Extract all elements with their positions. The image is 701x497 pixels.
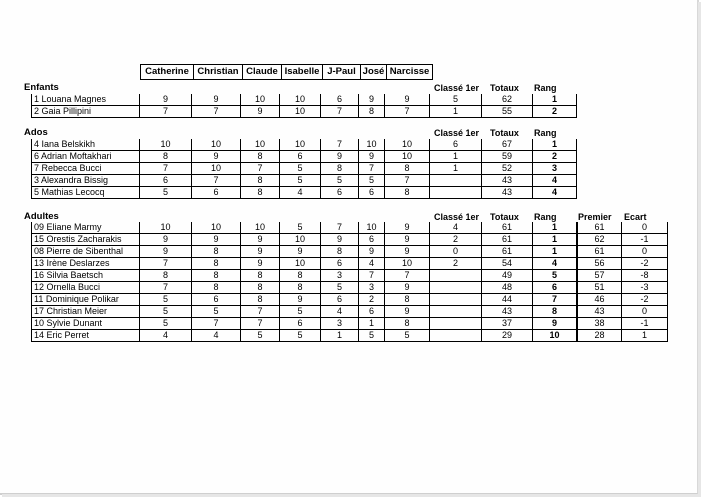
table-row <box>578 258 668 270</box>
score-cell: 8 <box>385 163 430 175</box>
score-cell: 7 <box>140 258 192 270</box>
score-cell: 8 <box>192 258 241 270</box>
score-cell: 9 <box>241 234 280 246</box>
score-cell: 9 <box>359 246 385 258</box>
contestant-name: 12 Ornella Bucci <box>32 282 140 294</box>
score-cell: 5 <box>321 282 359 294</box>
rang-cell: 5 <box>533 270 577 282</box>
score-cell: 5 <box>280 330 321 342</box>
score-cell: 5 <box>140 187 192 199</box>
rang-cell: 2 <box>533 151 577 163</box>
total-cell: 29 <box>482 330 533 342</box>
classe-cell: 5 <box>430 94 482 106</box>
premier-cell: 61 <box>578 222 622 234</box>
score-cell: 9 <box>321 151 359 163</box>
contestant-name: 6 Adrian Moftakhari <box>32 151 140 163</box>
score-cell: 5 <box>140 318 192 330</box>
score-cell: 9 <box>192 94 241 106</box>
judges-header <box>140 64 433 80</box>
score-cell: 10 <box>280 106 321 118</box>
score-cell: 7 <box>321 106 359 118</box>
score-cell: 9 <box>241 258 280 270</box>
score-cell: 7 <box>359 163 385 175</box>
score-cell: 8 <box>192 246 241 258</box>
table-row <box>578 246 668 258</box>
contestant-name: 16 Silvia Baetsch <box>32 270 140 282</box>
rang-cell: 1 <box>533 246 577 258</box>
score-cell: 6 <box>321 187 359 199</box>
score-cell: 6 <box>140 175 192 187</box>
col-header-rang: Rang <box>534 212 557 222</box>
score-cell: 10 <box>192 222 241 234</box>
score-cell: 9 <box>385 222 430 234</box>
score-cell: 9 <box>280 246 321 258</box>
score-cell: 5 <box>280 175 321 187</box>
score-cell: 8 <box>385 318 430 330</box>
score-cell: 7 <box>140 106 192 118</box>
col-header-rang: Rang <box>534 83 557 93</box>
score-cell: 10 <box>385 139 430 151</box>
score-cell: 5 <box>280 222 321 234</box>
classe-cell <box>430 318 482 330</box>
score-cell: 10 <box>385 151 430 163</box>
score-cell: 7 <box>241 163 280 175</box>
score-cell: 6 <box>280 151 321 163</box>
score-cell: 9 <box>140 94 192 106</box>
ecart-cell: -1 <box>622 234 668 246</box>
score-cell: 8 <box>140 151 192 163</box>
score-cell: 8 <box>241 175 280 187</box>
score-cell: 6 <box>359 187 385 199</box>
table-row <box>32 151 577 163</box>
classe-cell: 2 <box>430 234 482 246</box>
table-row <box>32 175 577 187</box>
score-cell: 3 <box>321 318 359 330</box>
table-row <box>32 318 577 330</box>
col-header-rang: Rang <box>534 128 557 138</box>
total-cell: 52 <box>482 163 533 175</box>
contestant-name: 09 Eliane Marmy <box>32 222 140 234</box>
classe-cell: 1 <box>430 163 482 175</box>
score-cell: 8 <box>192 270 241 282</box>
classe-cell <box>430 306 482 318</box>
score-cell: 10 <box>280 234 321 246</box>
section-title-ados: Ados <box>24 127 48 138</box>
score-cell: 6 <box>192 187 241 199</box>
total-cell: 61 <box>482 222 533 234</box>
classe-cell <box>430 294 482 306</box>
contestant-name: 3 Alexandra Bissig <box>32 175 140 187</box>
score-cell: 2 <box>359 294 385 306</box>
score-cell: 6 <box>321 258 359 270</box>
score-cell: 8 <box>192 282 241 294</box>
total-cell: 48 <box>482 282 533 294</box>
premier-cell: 51 <box>578 282 622 294</box>
ecart-cell: -1 <box>622 318 668 330</box>
adultes-table <box>31 222 577 342</box>
total-cell: 49 <box>482 270 533 282</box>
score-cell: 7 <box>385 270 430 282</box>
table-row <box>32 330 577 342</box>
ecart-cell: -2 <box>622 258 668 270</box>
premier-cell: 28 <box>578 330 622 342</box>
score-cell: 10 <box>192 139 241 151</box>
ecart-cell: -8 <box>622 270 668 282</box>
ecart-cell: -2 <box>622 294 668 306</box>
ecart-cell: 0 <box>622 306 668 318</box>
ecart-cell: 0 <box>622 222 668 234</box>
col-header-ecart: Ecart <box>624 212 647 222</box>
table-row <box>32 270 577 282</box>
rang-cell: 1 <box>533 139 577 151</box>
score-cell: 8 <box>321 163 359 175</box>
col-header-classe: Classé 1er <box>434 128 480 138</box>
contestant-name: 7 Rebecca Bucci <box>32 163 140 175</box>
score-cell: 7 <box>192 106 241 118</box>
table-row <box>32 94 577 106</box>
score-cell: 8 <box>321 246 359 258</box>
score-cell: 10 <box>385 258 430 270</box>
classe-cell <box>430 187 482 199</box>
table-row <box>578 294 668 306</box>
score-cell: 10 <box>140 139 192 151</box>
score-cell: 4 <box>359 258 385 270</box>
score-cell: 9 <box>385 306 430 318</box>
table-row <box>578 330 668 342</box>
score-cell: 5 <box>280 306 321 318</box>
score-cell: 3 <box>359 282 385 294</box>
premier-cell: 56 <box>578 258 622 270</box>
score-cell: 10 <box>359 222 385 234</box>
score-cell: 9 <box>140 234 192 246</box>
contestant-name: 13 Irène Deslarzes <box>32 258 140 270</box>
score-cell: 6 <box>359 234 385 246</box>
rang-cell: 3 <box>533 163 577 175</box>
judge-header-cell: Christian <box>194 65 243 79</box>
enfants-table <box>31 94 577 118</box>
contestant-name: 15 Orestis Zacharakis <box>32 234 140 246</box>
score-cell: 7 <box>241 318 280 330</box>
total-cell: 37 <box>482 318 533 330</box>
score-cell: 7 <box>385 175 430 187</box>
ecart-cell: 0 <box>622 246 668 258</box>
premier-cell: 38 <box>578 318 622 330</box>
judge-header-cell: J-Paul <box>323 65 361 79</box>
total-cell: 67 <box>482 139 533 151</box>
score-cell: 9 <box>140 246 192 258</box>
score-cell: 10 <box>241 139 280 151</box>
score-cell: 1 <box>359 318 385 330</box>
score-cell: 6 <box>280 318 321 330</box>
table-row <box>32 163 577 175</box>
score-cell: 5 <box>321 175 359 187</box>
col-header-premier: Premier <box>578 212 612 222</box>
table-row <box>578 234 668 246</box>
score-cell: 7 <box>241 306 280 318</box>
score-cell: 9 <box>280 294 321 306</box>
score-cell: 8 <box>140 270 192 282</box>
score-cell: 10 <box>280 258 321 270</box>
table-row <box>32 258 577 270</box>
score-cell: 8 <box>241 270 280 282</box>
score-cell: 8 <box>280 282 321 294</box>
rang-cell: 8 <box>533 306 577 318</box>
total-cell: 43 <box>482 175 533 187</box>
contestant-name: 4 Iana Belskikh <box>32 139 140 151</box>
classe-cell <box>430 175 482 187</box>
contestant-name: 11 Dominique Polikar <box>32 294 140 306</box>
score-cell: 4 <box>280 187 321 199</box>
score-cell: 5 <box>241 330 280 342</box>
score-cell: 5 <box>140 294 192 306</box>
score-cell: 8 <box>385 294 430 306</box>
classe-cell <box>430 282 482 294</box>
score-cell: 9 <box>385 246 430 258</box>
rang-cell: 10 <box>533 330 577 342</box>
score-cell: 7 <box>192 175 241 187</box>
score-cell: 5 <box>385 330 430 342</box>
score-cell: 8 <box>359 106 385 118</box>
classe-cell: 1 <box>430 106 482 118</box>
score-cell: 9 <box>385 282 430 294</box>
adultes-premier-ecart-table <box>577 222 668 342</box>
total-cell: 62 <box>482 94 533 106</box>
judge-header-cell: Claude <box>243 65 282 79</box>
score-cell: 10 <box>280 139 321 151</box>
score-cell: 7 <box>321 139 359 151</box>
score-cell: 7 <box>140 163 192 175</box>
score-cell: 10 <box>241 222 280 234</box>
classe-cell: 6 <box>430 139 482 151</box>
score-cell: 5 <box>359 330 385 342</box>
table-row <box>578 318 668 330</box>
rang-cell: 7 <box>533 294 577 306</box>
score-cell: 9 <box>192 151 241 163</box>
table-row <box>32 222 577 234</box>
score-cell: 5 <box>280 163 321 175</box>
col-header-classe: Classé 1er <box>434 83 480 93</box>
table-row <box>32 306 577 318</box>
judge-header-cell: José <box>361 65 387 79</box>
score-cell: 9 <box>241 246 280 258</box>
rang-cell: 4 <box>533 258 577 270</box>
score-cell: 10 <box>192 163 241 175</box>
score-cell: 3 <box>321 270 359 282</box>
classe-cell: 2 <box>430 258 482 270</box>
score-cell: 5 <box>359 175 385 187</box>
section-title-enfants: Enfants <box>24 82 59 93</box>
rang-cell: 9 <box>533 318 577 330</box>
contestant-name: 14 Eric Perret <box>32 330 140 342</box>
premier-cell: 57 <box>578 270 622 282</box>
score-cell: 10 <box>140 222 192 234</box>
contestant-name: 17 Christian Meier <box>32 306 140 318</box>
score-cell: 8 <box>241 282 280 294</box>
contestant-name: 5 Mathias Lecocq <box>32 187 140 199</box>
rang-cell: 6 <box>533 282 577 294</box>
ecart-cell: 1 <box>622 330 668 342</box>
premier-cell: 43 <box>578 306 622 318</box>
ecart-cell: -3 <box>622 282 668 294</box>
table-row <box>578 282 668 294</box>
score-cell: 7 <box>192 318 241 330</box>
score-cell: 9 <box>385 94 430 106</box>
premier-cell: 46 <box>578 294 622 306</box>
contestant-name: 2 Gaia Pillipini <box>32 106 140 118</box>
classe-cell <box>430 330 482 342</box>
col-header-totaux: Totaux <box>490 128 519 138</box>
score-cell: 9 <box>359 94 385 106</box>
score-cell: 6 <box>321 294 359 306</box>
table-row <box>578 306 668 318</box>
score-cell: 10 <box>241 94 280 106</box>
judge-header-cell: Isabelle <box>282 65 323 79</box>
table-row <box>32 234 577 246</box>
table-row <box>32 246 577 258</box>
score-cell: 7 <box>321 222 359 234</box>
judge-header-cell: Catherine <box>141 65 194 79</box>
table-row <box>32 139 577 151</box>
total-cell: 43 <box>482 306 533 318</box>
score-cell: 5 <box>192 306 241 318</box>
score-cell: 4 <box>140 330 192 342</box>
score-cell: 8 <box>241 294 280 306</box>
total-cell: 61 <box>482 246 533 258</box>
classe-cell: 4 <box>430 222 482 234</box>
score-cell: 7 <box>359 270 385 282</box>
total-cell: 44 <box>482 294 533 306</box>
score-cell: 7 <box>140 282 192 294</box>
score-cell: 10 <box>280 94 321 106</box>
table-row <box>32 294 577 306</box>
table-row <box>32 106 577 118</box>
ados-table <box>31 139 577 199</box>
score-cell: 9 <box>241 106 280 118</box>
col-header-totaux: Totaux <box>490 212 519 222</box>
classe-cell <box>430 270 482 282</box>
rang-cell: 1 <box>533 234 577 246</box>
total-cell: 61 <box>482 234 533 246</box>
table-row <box>32 187 577 199</box>
score-cell: 8 <box>385 187 430 199</box>
judge-header-cell: Narcisse <box>389 66 430 77</box>
score-cell: 8 <box>241 187 280 199</box>
rang-cell: 1 <box>533 94 577 106</box>
score-cell: 1 <box>321 330 359 342</box>
table-row <box>578 222 668 234</box>
rang-cell: 4 <box>533 175 577 187</box>
score-cell: 4 <box>321 306 359 318</box>
rang-cell: 2 <box>533 106 577 118</box>
score-cell: 6 <box>321 94 359 106</box>
score-cell: 10 <box>359 139 385 151</box>
total-cell: 59 <box>482 151 533 163</box>
score-cell: 8 <box>241 151 280 163</box>
classe-cell: 1 <box>430 151 482 163</box>
score-cell: 6 <box>192 294 241 306</box>
score-cell: 9 <box>192 234 241 246</box>
table-row <box>578 270 668 282</box>
score-cell: 4 <box>192 330 241 342</box>
score-cell: 5 <box>140 306 192 318</box>
total-cell: 43 <box>482 187 533 199</box>
rang-cell: 4 <box>533 187 577 199</box>
score-cell: 9 <box>385 234 430 246</box>
col-header-classe: Classé 1er <box>434 212 480 222</box>
score-cell: 7 <box>385 106 430 118</box>
premier-cell: 62 <box>578 234 622 246</box>
section-title-adultes: Adultes <box>24 211 59 222</box>
contestant-name: 08 Pierre de Sibenthal <box>32 246 140 258</box>
total-cell: 55 <box>482 106 533 118</box>
score-cell: 9 <box>321 234 359 246</box>
score-cell: 9 <box>359 151 385 163</box>
score-cell: 8 <box>280 270 321 282</box>
contestant-name: 1 Louana Magnes <box>32 94 140 106</box>
total-cell: 54 <box>482 258 533 270</box>
rang-cell: 1 <box>533 222 577 234</box>
score-cell: 6 <box>359 306 385 318</box>
classe-cell: 0 <box>430 246 482 258</box>
table-row <box>32 282 577 294</box>
col-header-totaux: Totaux <box>490 83 519 93</box>
premier-cell: 61 <box>578 246 622 258</box>
contestant-name: 10 Sylvie Dunant <box>32 318 140 330</box>
